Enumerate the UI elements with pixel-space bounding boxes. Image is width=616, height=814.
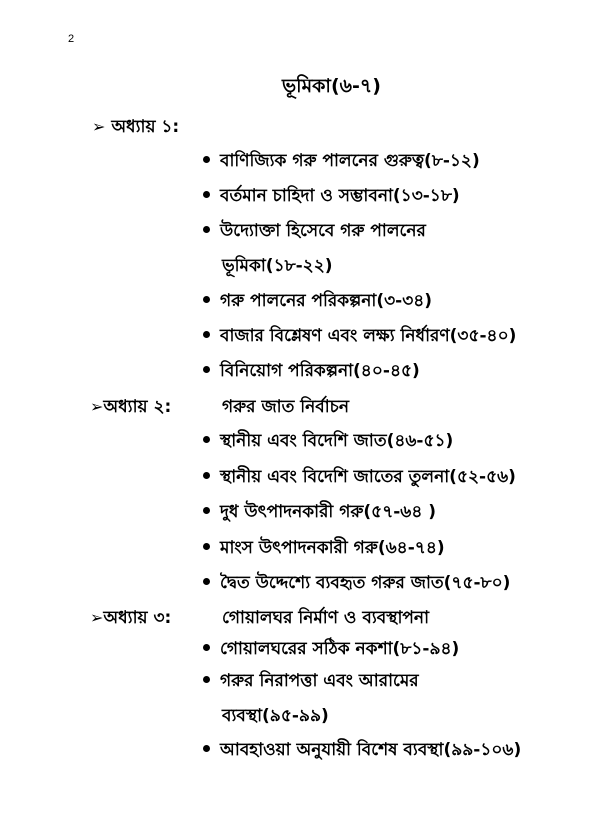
chapter-1-heading xyxy=(92,114,179,142)
arrow-bullet-icon: ➢ xyxy=(90,608,104,627)
bullet-icon xyxy=(203,472,210,479)
arrow-bullet-icon: ➢ xyxy=(92,117,106,136)
toc-item xyxy=(203,218,426,246)
toc-item-text: স্থানীয় এবং বিদেশি জাতের তুলনা(৫২-৫৬) xyxy=(220,467,516,487)
chapter-2-heading xyxy=(90,394,171,422)
toc-item-text: দ্বৈত উদ্দেশ্যে ব্যবহৃত গরুর জাত(৭৫-৮০) xyxy=(220,573,511,593)
toc-item-text: বর্তমান চাহিদা ও সম্ভাবনা(১৩-১৮) xyxy=(220,186,460,206)
toc-item-text: গোয়ালঘরের সঠিক নকশা(৮১-৯৪) xyxy=(220,639,460,659)
toc-item xyxy=(203,464,516,492)
chapter-3-title: গোয়ালঘর নির্মাণ ও ব্যবস্থাপনা xyxy=(222,608,430,628)
page-number: 2 xyxy=(68,33,75,45)
toc-item-continuation: ব্যবস্থা(৯৫-৯৯) xyxy=(222,706,329,726)
toc-item-text: বাজার বিশ্লেষণ এবং লক্ষ্য নির্ধারণ(৩৫-৪০) xyxy=(220,326,517,346)
bullet-icon xyxy=(203,366,210,373)
chapter-3-heading xyxy=(90,605,171,633)
bullet-icon xyxy=(203,331,210,338)
toc-item xyxy=(203,535,445,563)
bullet-icon xyxy=(203,507,210,514)
bullet-icon xyxy=(203,191,210,198)
toc-item-text: দুধ উৎপাদনকারী গরু(৫৭-৬৪ ) xyxy=(220,502,437,522)
chapter-label: অধ্যায় ১: xyxy=(111,117,180,137)
toc-item xyxy=(203,570,510,598)
toc-item xyxy=(203,183,460,211)
toc-item-text: মাংস উৎপাদনকারী গরু(৬৪-৭৪) xyxy=(220,538,445,558)
toc-item-continuation: ভূমিকা(১৮-২২) xyxy=(222,256,333,276)
toc-item-text: বাণিজ্যিক গরু পালনের গুরুত্ব(৮-১২) xyxy=(220,151,480,171)
toc-item xyxy=(203,499,436,527)
toc-item xyxy=(203,737,521,765)
toc-item xyxy=(203,428,453,456)
chapter-label: অধ্যায় ৩: xyxy=(103,608,172,628)
toc-title: ভূমিকা(৬-৭) xyxy=(282,75,381,97)
bullet-icon xyxy=(203,578,210,585)
toc-item-text: উদ্যোক্তা হিসেবে গরু পালনের xyxy=(220,221,426,241)
toc-item-text: আবহাওয়া অনুযায়ী বিশেষ ব্যবস্থা(৯৯-১০৬) xyxy=(220,740,522,760)
toc-item-text: স্থানীয় এবং বিদেশি জাত(৪৬-৫১) xyxy=(220,431,454,451)
bullet-icon xyxy=(203,296,210,303)
bullet-icon xyxy=(203,543,210,550)
toc-item xyxy=(203,323,516,351)
toc-item-text: গরু পালনের পরিকল্পনা(৩-৩৪) xyxy=(220,291,433,311)
toc-item xyxy=(203,148,480,176)
toc-item-text: বিনিয়োগ পরিকল্পনা(৪০-৪৫) xyxy=(220,361,420,381)
toc-item xyxy=(203,668,419,696)
toc-item-text: গরুর নিরাপত্তা এবং আরামের xyxy=(220,671,419,691)
toc-item xyxy=(203,358,420,386)
bullet-icon xyxy=(203,226,210,233)
bullet-icon xyxy=(203,745,210,752)
toc-item xyxy=(203,636,459,664)
toc-item xyxy=(203,288,432,316)
chapter-label: অধ্যায় ২: xyxy=(103,397,172,417)
bullet-icon xyxy=(203,644,210,651)
arrow-bullet-icon: ➢ xyxy=(90,397,104,416)
bullet-icon xyxy=(203,156,210,163)
bullet-icon xyxy=(203,436,210,443)
bullet-icon xyxy=(203,676,210,683)
chapter-2-title: গরুর জাত নির্বাচন xyxy=(222,397,349,417)
